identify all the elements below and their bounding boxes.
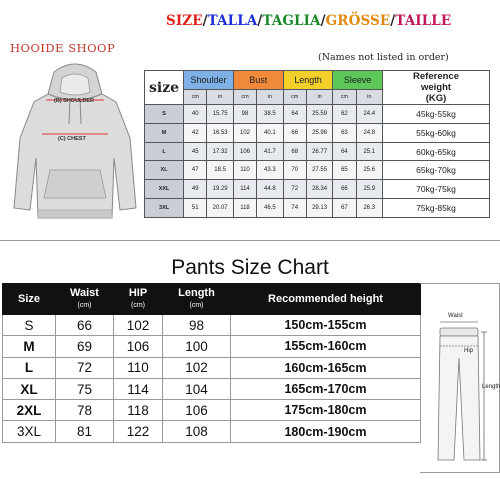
measurement-cell: 68 <box>283 142 306 161</box>
length-header-unit: (cm) <box>189 301 204 309</box>
measurement-cell: 41.7 <box>257 142 283 161</box>
measurement-cell: 67 <box>333 199 356 218</box>
title-separator: / <box>202 13 208 29</box>
table-row <box>145 199 490 218</box>
size-header: size <box>145 71 184 105</box>
waist-header <box>56 284 114 315</box>
hip-header-label: HIP <box>128 286 148 299</box>
measurement-cell: 25.98 <box>306 123 332 142</box>
measurement-cell: 40.1 <box>257 123 283 142</box>
pants-size-cell: S <box>3 315 56 336</box>
unit-in: in <box>356 90 382 105</box>
measurement-cell: 66 <box>333 180 356 199</box>
shoulder-header: Shoulder <box>184 71 234 90</box>
title-part: TAGLIA <box>262 13 321 29</box>
pants-size-cell: 3XL <box>3 421 56 442</box>
table-row <box>3 378 421 399</box>
measurement-cell: 70 <box>283 161 306 180</box>
measurement-cell: 18.5 <box>207 161 233 180</box>
title-part: TALLA <box>207 13 258 29</box>
size-cell: 3XL <box>145 199 184 218</box>
measurement-cell: 20.07 <box>207 199 233 218</box>
hip-cell: 106 <box>114 336 163 357</box>
size-cell: XXL <box>145 180 184 199</box>
measurement-cell: 15.75 <box>207 105 233 124</box>
hip-cell: 110 <box>114 357 163 378</box>
waist-header-unit: (cm) <box>77 301 92 309</box>
waist-cell: 78 <box>56 400 114 421</box>
measurement-cell: 38.5 <box>257 105 283 124</box>
measurement-cell: 25.59 <box>306 105 332 124</box>
size-cell: S <box>145 105 184 124</box>
waist-cell: 81 <box>56 421 114 442</box>
measurement-cell: 42 <box>184 123 207 142</box>
weight-cell: 55kg-60kg <box>383 123 490 142</box>
length-header <box>163 284 231 315</box>
size-cell: XL <box>145 161 184 180</box>
measurement-cell: 65 <box>333 161 356 180</box>
pants-size-cell: M <box>3 336 56 357</box>
measurement-cell: 45 <box>184 142 207 161</box>
length-cell: 100 <box>163 336 231 357</box>
length-cell: 104 <box>163 378 231 399</box>
pants-size-cell: L <box>3 357 56 378</box>
measurement-cell: 64 <box>333 142 356 161</box>
hip-cell: 118 <box>114 400 163 421</box>
measurement-cell: 29.13 <box>306 199 332 218</box>
table-row <box>145 142 490 161</box>
title-separator: / <box>320 13 326 29</box>
pants-size-cell: XL <box>3 378 56 399</box>
measurement-cell: 26.77 <box>306 142 332 161</box>
title-separator: / <box>390 13 396 29</box>
table-row <box>145 105 490 124</box>
chest-label: (C) CHEST <box>58 136 86 142</box>
measurement-cell: 19.29 <box>207 180 233 199</box>
measurement-cell: 110 <box>233 161 256 180</box>
measurement-cell: 74 <box>283 199 306 218</box>
brand-logo: HOOIDE SHOOP <box>10 41 116 55</box>
measurement-cell: 46.5 <box>257 199 283 218</box>
length-header-label: Length <box>178 286 215 299</box>
measurement-cell: 47 <box>184 161 207 180</box>
hip-cell: 122 <box>114 421 163 442</box>
size-cell: M <box>145 123 184 142</box>
measurement-cell: 16.53 <box>207 123 233 142</box>
recommended-height-header: Recommended height <box>231 284 421 315</box>
ref-header-line1: Reference <box>413 71 459 82</box>
height-cell: 180cm-190cm <box>231 421 421 442</box>
table-row <box>3 421 421 442</box>
measurement-cell: 44.8 <box>257 180 283 199</box>
table-row <box>3 357 421 378</box>
length-cell: 108 <box>163 421 231 442</box>
unit-cm: cm <box>184 90 207 105</box>
length-cell: 102 <box>163 357 231 378</box>
unit-in: in <box>306 90 332 105</box>
measurement-cell: 27.55 <box>306 161 332 180</box>
hip-header-unit: (cm) <box>131 301 145 309</box>
names-note: (Names not listed in order) <box>318 52 449 63</box>
title-separator: / <box>257 13 263 29</box>
waist-cell: 66 <box>56 315 114 336</box>
unit-in: in <box>257 90 283 105</box>
pants-illustration <box>420 283 500 473</box>
measurement-cell: 49 <box>184 180 207 199</box>
waist-cell: 72 <box>56 357 114 378</box>
bust-header: Bust <box>233 71 283 90</box>
title-part: SIZE <box>166 13 203 29</box>
pants-chart-title: Pants Size Chart <box>171 256 329 279</box>
length-cell: 98 <box>163 315 231 336</box>
height-cell: 150cm-155cm <box>231 315 421 336</box>
pants-size-cell: 2XL <box>3 400 56 421</box>
table-row <box>3 400 421 421</box>
section-divider <box>0 240 500 241</box>
pants-size-table <box>2 283 421 443</box>
unit-cm: cm <box>233 90 256 105</box>
table-row <box>3 336 421 357</box>
length-header: Length <box>283 71 333 90</box>
weight-cell: 75kg-85kg <box>383 199 490 218</box>
measurement-cell: 28.34 <box>306 180 332 199</box>
measurement-cell: 98 <box>233 105 256 124</box>
hip-header <box>114 284 163 315</box>
title-part: GRÖSSE <box>325 13 391 29</box>
hip-cell: 114 <box>114 378 163 399</box>
table-row <box>3 315 421 336</box>
measurement-cell: 25.9 <box>356 180 382 199</box>
shoulder-label: (B) SHOULDER <box>54 98 95 104</box>
measurement-cell: 24.8 <box>356 123 382 142</box>
hip-figure-label: Hip <box>464 348 474 354</box>
unit-cm: cm <box>283 90 306 105</box>
weight-cell: 70kg-75kg <box>383 180 490 199</box>
ref-header-line2: weight <box>420 82 452 93</box>
sleeve-header: Sleeve <box>333 71 383 90</box>
length-cell: 106 <box>163 400 231 421</box>
table-row <box>145 180 490 199</box>
measurement-cell: 43.3 <box>257 161 283 180</box>
measurement-cell: 114 <box>233 180 256 199</box>
waist-figure-label: Waist <box>448 313 463 319</box>
height-cell: 155cm-160cm <box>231 336 421 357</box>
height-cell: 175cm-180cm <box>231 400 421 421</box>
measurement-cell: 118 <box>233 199 256 218</box>
size-cell: L <box>145 142 184 161</box>
measurement-cell: 25.1 <box>356 142 382 161</box>
unit-in: in <box>207 90 233 105</box>
measurement-cell: 51 <box>184 199 207 218</box>
reference-weight-header <box>383 71 490 105</box>
waist-header-label: Waist <box>70 286 99 299</box>
measurement-cell: 40 <box>184 105 207 124</box>
size-chart-title <box>166 13 451 29</box>
length-figure-label: Length <box>482 384 500 390</box>
measurement-cell: 72 <box>283 180 306 199</box>
title-part: TAILLE <box>395 13 452 29</box>
pants-size-header: Size <box>3 284 56 315</box>
hoodie-illustration <box>6 58 144 226</box>
measurement-cell: 106 <box>233 142 256 161</box>
waist-cell: 75 <box>56 378 114 399</box>
measurement-cell: 66 <box>283 123 306 142</box>
measurement-cell: 17.32 <box>207 142 233 161</box>
unit-cm: cm <box>333 90 356 105</box>
weight-cell: 60kg-65kg <box>383 142 490 161</box>
measurement-cell: 25.6 <box>356 161 382 180</box>
waist-cell: 69 <box>56 336 114 357</box>
measurement-cell: 63 <box>333 123 356 142</box>
measurement-cell: 24.4 <box>356 105 382 124</box>
table-row <box>145 161 490 180</box>
hoodie-icon <box>6 58 144 226</box>
weight-cell: 45kg-55kg <box>383 105 490 124</box>
measurement-cell: 64 <box>283 105 306 124</box>
weight-cell: 65kg-70kg <box>383 161 490 180</box>
measurement-cell: 62 <box>333 105 356 124</box>
ref-header-line3: (KG) <box>425 93 447 104</box>
hoodie-size-table <box>144 70 490 218</box>
height-cell: 165cm-170cm <box>231 378 421 399</box>
measurement-cell: 26.3 <box>356 199 382 218</box>
height-cell: 160cm-165cm <box>231 357 421 378</box>
measurement-cell: 102 <box>233 123 256 142</box>
hip-cell: 102 <box>114 315 163 336</box>
table-row <box>145 123 490 142</box>
